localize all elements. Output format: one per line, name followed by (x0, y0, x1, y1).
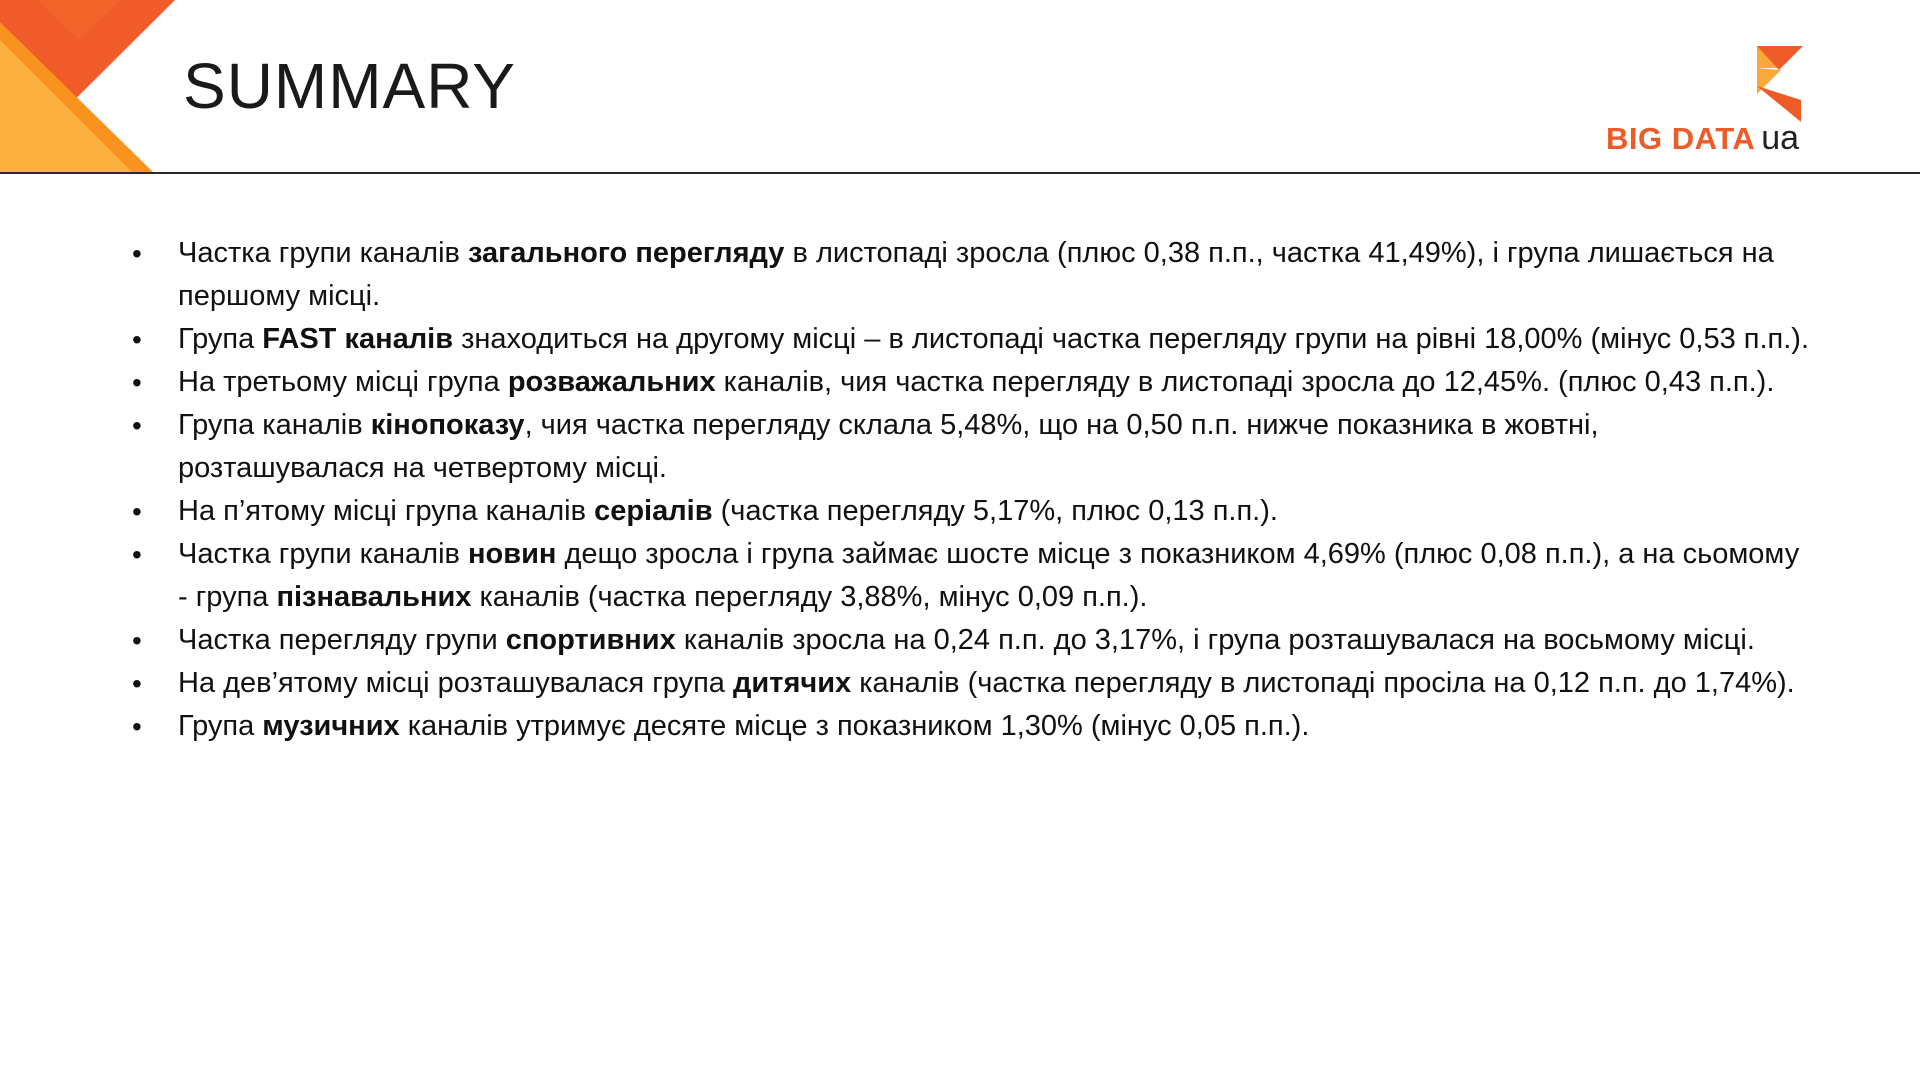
summary-bullet: • На третьому місці група розважальних каналів, чия частка перегляду в листопаді зросла до 12,45%. (плюс 0,43 п.п.). (130, 361, 1810, 404)
bullet-highlight: спортивних (505, 624, 676, 656)
summary-bullet: • Група FAST каналів знаходиться на другому місці – в листопаді частка перегляду групи на рівні 18,00% (мінус 0,53 п.п.). (130, 318, 1810, 361)
summary-bullet: • Частка перегляду групи спортивних каналів зросла на 0,24 п.п. до 3,17%, і група розташувалася на восьмому місці. (130, 619, 1810, 662)
corner-decoration (0, 0, 180, 174)
summary-bullet-list (130, 232, 1810, 748)
bullet-highlight: серіалів (594, 495, 713, 527)
summary-bullet: • На п’ятому місці група каналів серіалів (частка перегляду 5,17%, плюс 0,13 п.п.). (130, 490, 1810, 533)
logo-main-text: BIG DATA (1606, 121, 1756, 156)
bullet-highlight: загального перегляду (468, 237, 785, 269)
summary-bullet: • Група музичних каналів утримує десяте місце з показником 1,30% (мінус 0,05 п.п.). (130, 705, 1810, 748)
bullet-highlight: FAST каналів (262, 323, 454, 355)
big-data-ua-logo (1606, 46, 1836, 160)
page-title: SUMMARY (183, 50, 516, 122)
summary-bullet: • Група каналів кінопоказу, чия частка перегляду склала 5,48%, що на 0,50 п.п. нижче показника в жовтні, розташувалася на четвертому місці. (130, 404, 1810, 490)
summary-bullet: • На дев’ятому місці розташувалася група дитячих каналів (частка перегляду в листопаді просіла на 0,12 п.п. до 1,74%). (130, 662, 1810, 705)
bullet-highlight: дитячих (733, 667, 852, 699)
logo-mark-icon (1751, 46, 1811, 126)
bullet-highlight: музичних (262, 710, 400, 742)
bullet-highlight: пізнавальних (276, 581, 472, 613)
bullet-highlight: кінопоказу (370, 409, 525, 441)
summary-bullet: • Частка групи каналів загального перегляду в листопаді зросла (плюс 0,38 п.п., частка 41,49%), і група лишається на першому місці. (130, 232, 1810, 318)
bullet-highlight: новин (468, 538, 557, 570)
summary-bullet: • Частка групи каналів новин дещо зросла і група займає шосте місце з показником 4,69% (плюс 0,08 п.п.), а на сьомому - група пізнавальних каналів (частка перегляду 3,88%, мінус 0,09 п.п.). (130, 533, 1810, 619)
logo-suffix-text: ua (1761, 119, 1800, 157)
header-divider (0, 172, 1920, 174)
bullet-highlight: розважальних (507, 366, 716, 398)
